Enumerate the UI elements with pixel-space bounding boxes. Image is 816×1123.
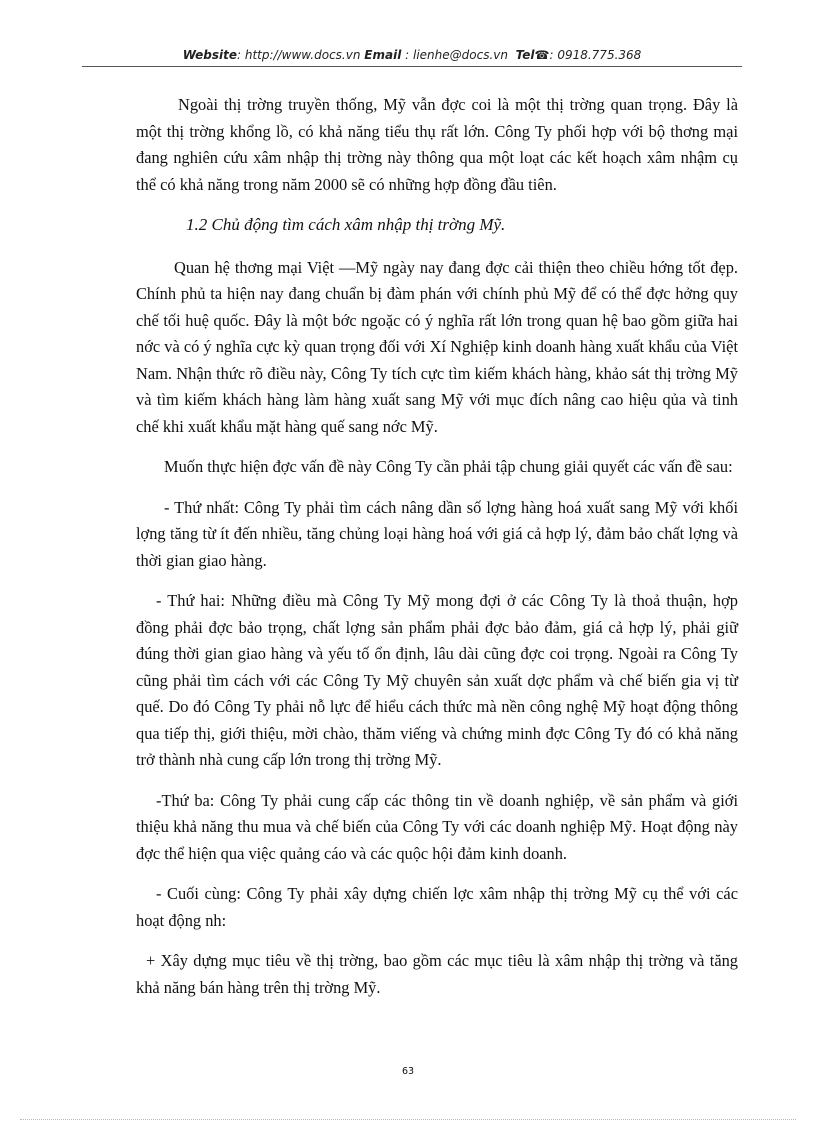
page-number: 63 [401,1066,415,1077]
website-label: Website [182,48,238,62]
document-body [136,92,738,1015]
tel-number: ☎: 0918.775.368 [534,48,642,62]
paragraph-intro: Ngoài thị trờng truyền thống, Mỹ vẫn đợc coi là một thị trờng quan trọng. Đây là một thị trờng khổng lồ, có khả năng tiểu thụ rất lớn. Công Ty phối hợp với bộ thơng mại đang nghiên cứu xâm nhập thị trờng này thông qua một loạt các kết hoạch xâm nhậm cụ thể có khả năng trong năm 2000 sẽ có những hợp đồng đầu tiên. [136,95,738,194]
paragraph-second-point: - Thứ hai: Những điều mà Công Ty Mỹ mong đợi ở các Công Ty là thoả thuận, hợp đồng phải đợc bảo trọng, chất lợng sản phẩm phải đợc bảo đảm, giá cả hợp lý, phải giữ đúng thời gian giao hàng và yếu tố ổn định, lâu dài cũng đợc coi trọng. Ngoài ra Công Ty cũng phải tìm cách với các Công Ty Mỹ chuyên sản xuất dợc phẩm và chế biến gia vị từ quế. Do đó Công Ty phải nỗ lực để hiểu cách thức mà nền công nghệ Mỹ hoạt động thông qua tiếp thị, giới thiệu, mời chào, thăm viếng và chứng minh đợc Công Ty đó có khả năng trở thành nhà cung cấp lớn trong thị trờng Mỹ. [136,591,738,769]
email-label: Email [364,48,402,62]
section-heading: 1.2 Chủ động tìm cách xâm nhập thị trờng Mỹ. [186,215,506,234]
paragraph-third-point: -Thứ ba: Công Ty phải cung cấp các thông tin về doanh nghiệp, về sản phẩm và giới thiệu khả năng thu mua và chế biến của Công Ty với các doanh nghiệp Mỹ. Hoạt động này đợc thể hiện qua việc quảng cáo và các quộc hội đảm kinh doanh. [136,790,738,863]
paragraph-first-point: - Thứ nhất: Công Ty phải tìm cách nâng dần số lợng hàng hoá xuất sang Mỹ với khối lợng tăng từ ít đến nhiều, tăng chủng loại hàng hoá với giá cả hợp lý, đảm bảo chất lợng và thời gian giao hàng. [136,497,738,570]
paragraph-trade-relations: Quan hệ thơng mại Việt —Mỹ ngày nay đang đợc cải thiện theo chiều hớng tốt đẹp. Chính phủ ta hiện nay đang chuẩn bị đàm phán với chính phủ Mỹ để có thể đợc hởng quy chế tối huệ quốc. Đây là một bớc ngoặc có ý nghĩa rất lớn trong quan hệ bao gồm giữa hai nớc và có ý nghĩa cực kỳ quan trọng đối với Xí Nghiệp kinh doanh hàng xuất khẩu của Việt Nam. Nhận thức rõ điều này, Công Ty tích cực tìm kiếm khách hàng, khảo sát thị trờng Mỹ và tìm kiếm khách hàng làm hàng xuất sang Mỹ với mục đích nâng cao hiệu qủa và tinh chế khi xuất khẩu mặt hàng quế sang nớc Mỹ. [136,257,738,436]
website-url: : http://www.docs.vn [237,48,361,62]
page-bottom-divider [20,1119,796,1120]
page-header [82,46,742,66]
paragraph-issues-intro: Muốn thực hiện đợc vấn đề này Công Ty cần phải tập chung giải quyết các vấn đề sau: [164,457,733,476]
paragraph-final-point: - Cuối cùng: Công Ty phải xây dựng chiến lợc xâm nhập thị trờng Mỹ cụ thể với các hoạt động nh: [136,884,738,930]
header-divider [82,66,742,67]
tel-label: Tel [515,48,535,62]
email-address: : lienhe@docs.vn [401,48,508,62]
paragraph-goal-item: + Xây dựng mục tiêu về thị trờng, bao gồm các mục tiêu là xâm nhập thị trờng và tăng khả năng bán hàng trên thị trờng Mỹ. [136,951,738,997]
